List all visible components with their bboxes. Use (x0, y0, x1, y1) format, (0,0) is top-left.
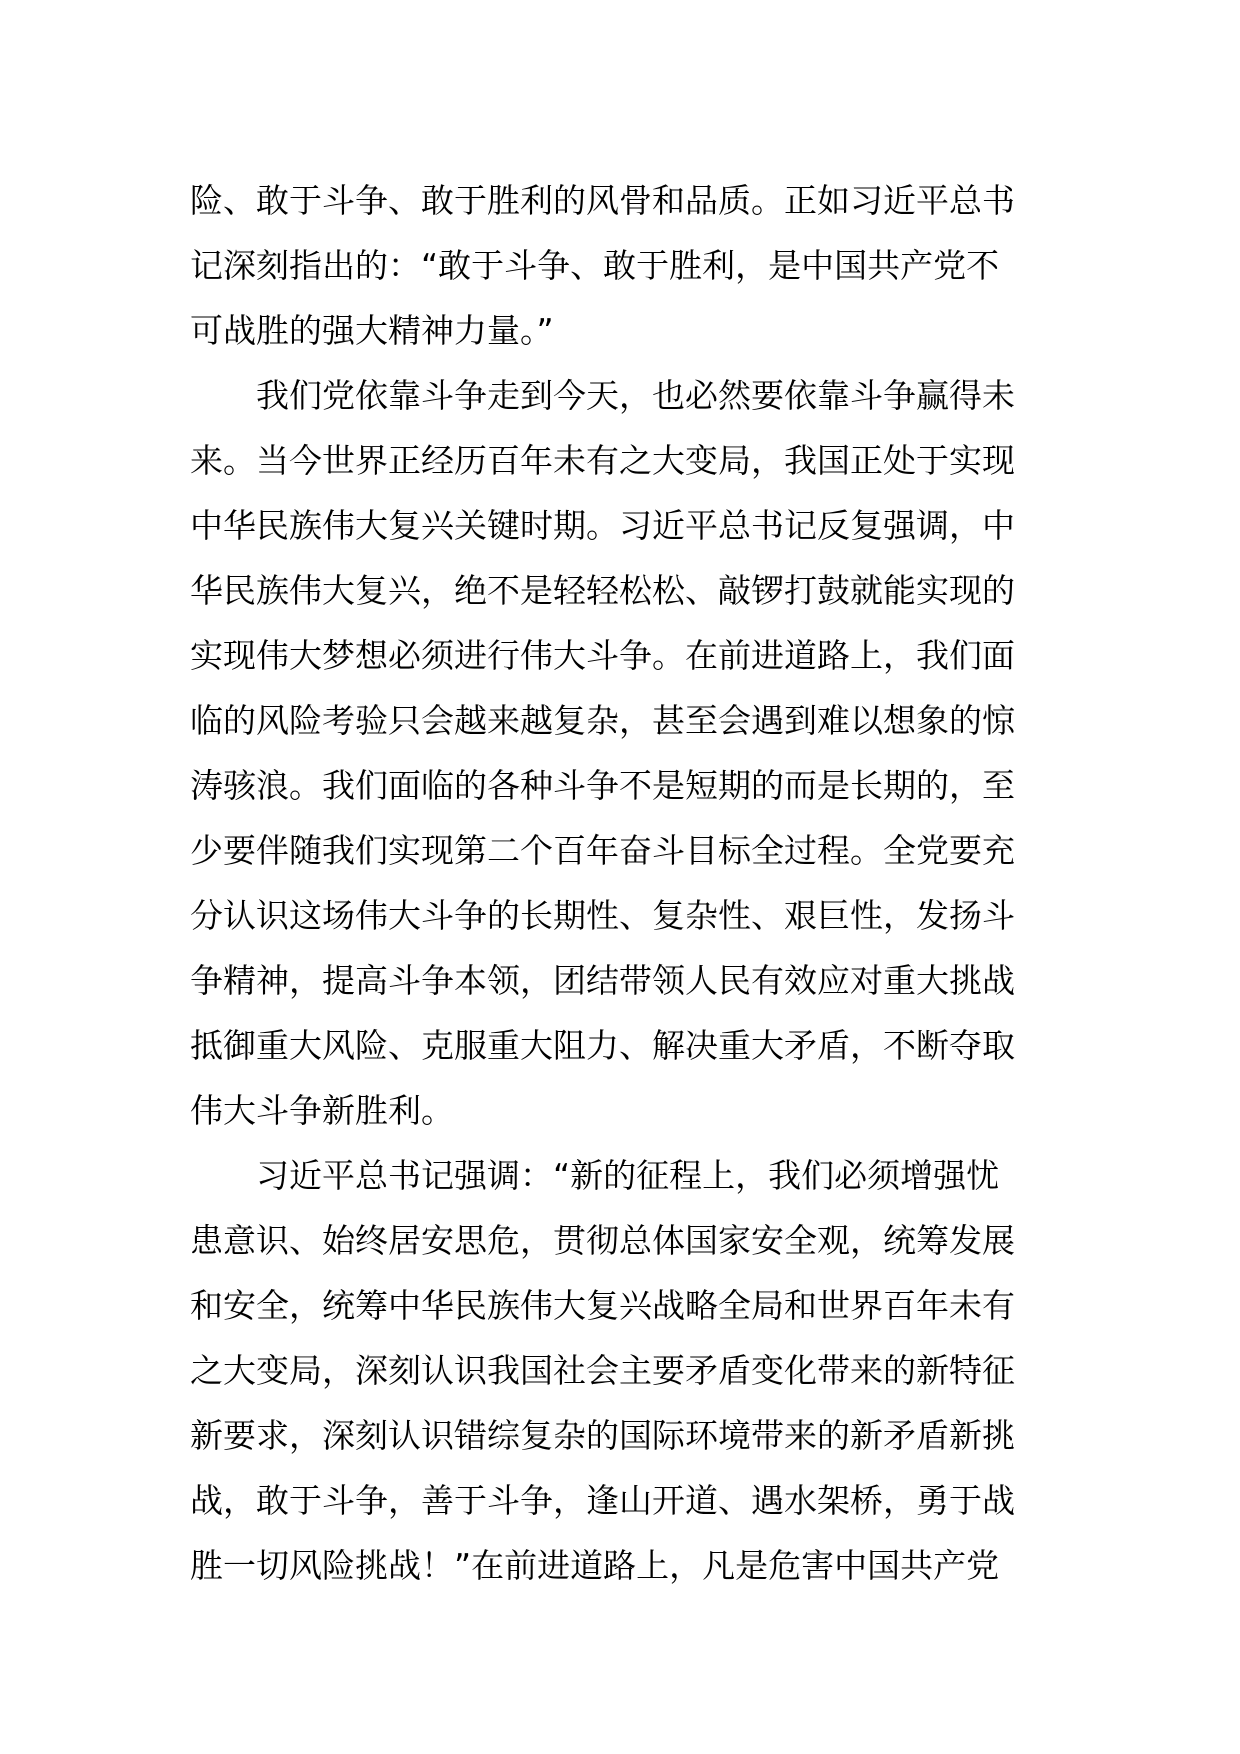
text-line: 新要求，深刻认识错综复杂的国际环境带来的新矛盾新挑 (190, 1416, 1015, 1455)
text-line: 险、敢于斗争、敢于胜利的风骨和品质。正如习近平总书 (190, 181, 1015, 220)
text-line: 之大变局，深刻认识我国社会主要矛盾变化带来的新特征 (190, 1351, 1015, 1390)
text-line: 可战胜的强大精神力量。” (190, 311, 554, 350)
text-line: 涛骇浪。我们面临的各种斗争不是短期的而是长期的，至 (190, 766, 1015, 805)
text-line: 来。当今世界正经历百年未有之大变局，我国正处于实现 (190, 441, 1015, 480)
text-line: 记深刻指出的：“敢于斗争、敢于胜利，是中国共产党不 (190, 246, 1000, 285)
text-line: 和安全，统筹中华民族伟大复兴战略全局和世界百年未有 (190, 1286, 1015, 1325)
text-line: 战，敢于斗争，善于斗争，逢山开道、遇水架桥，勇于战 (190, 1481, 1015, 1520)
paragraph-first-line: 习近平总书记强调：“新的征程上，我们必须增强忧 (256, 1156, 1000, 1195)
text-line: 少要伴随我们实现第二个百年奋斗目标全过程。全党要充 (190, 831, 1015, 870)
paragraph-first-line: 我们党依靠斗争走到今天，也必然要依靠斗争赢得未 (256, 376, 1015, 415)
text-line: 临的风险考验只会越来越复杂，甚至会遇到难以想象的惊 (190, 701, 1015, 740)
text-line: 中华民族伟大复兴关键时期。习近平总书记反复强调，中 (190, 506, 1015, 545)
text-line: 患意识、始终居安思危，贯彻总体国家安全观，统筹发展 (190, 1221, 1015, 1260)
text-line: 实现伟大梦想必须进行伟大斗争。在前进道路上，我们面 (190, 636, 1015, 675)
text-line: 伟大斗争新胜利。 (190, 1091, 454, 1130)
text-line: 分认识这场伟大斗争的长期性、复杂性、艰巨性，发扬斗 (190, 896, 1015, 935)
text-line: 胜一切风险挑战！”在前进道路上，凡是危害中国共产党 (190, 1546, 1000, 1585)
body-text (190, 168, 1060, 1598)
text-line: 华民族伟大复兴，绝不是轻轻松松、敲锣打鼓就能实现的 (190, 571, 1015, 610)
text-line: 抵御重大风险、克服重大阻力、解决重大矛盾，不断夺取 (190, 1026, 1015, 1065)
text-line: 争精神，提高斗争本领，团结带领人民有效应对重大挑战 (190, 961, 1015, 1000)
